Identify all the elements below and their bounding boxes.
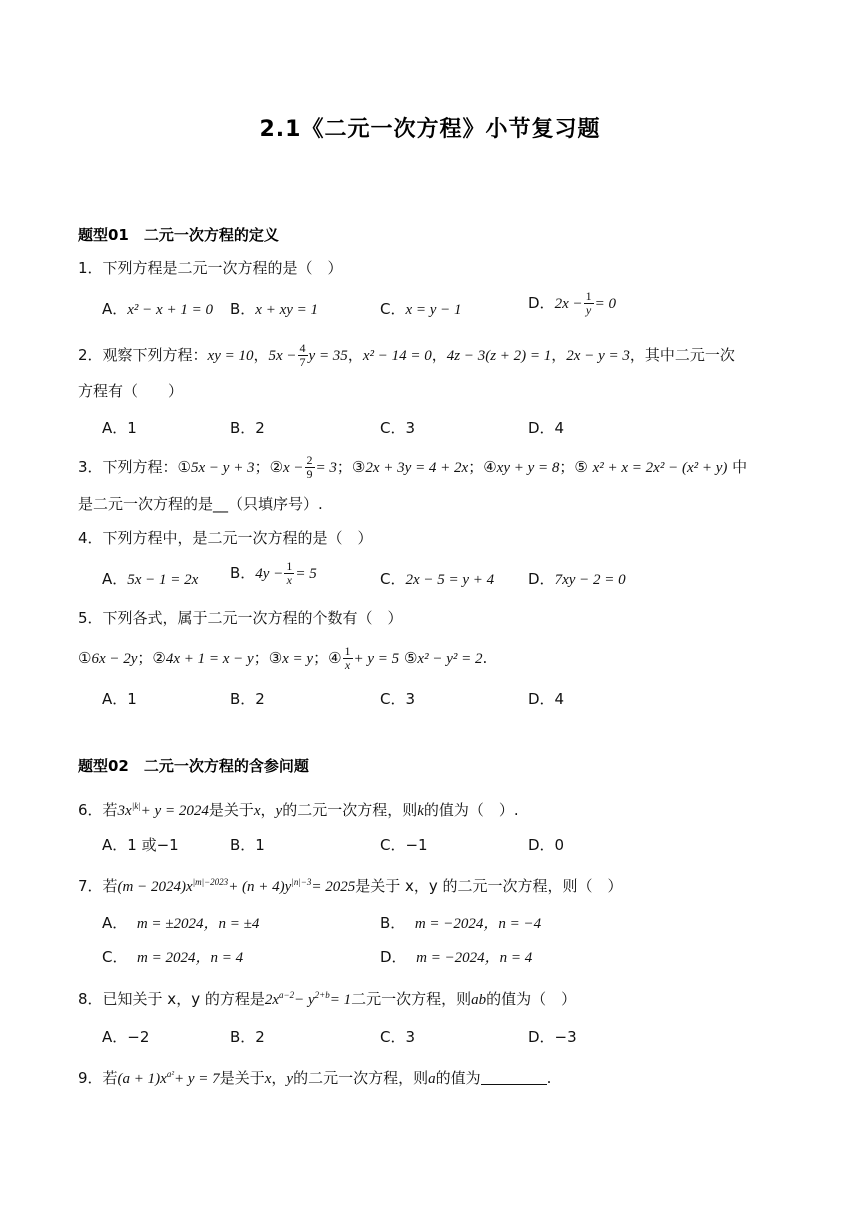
q4-option-d[interactable]	[528, 568, 626, 589]
q6-option-a[interactable]: A．1 或−1	[102, 836, 179, 854]
q8-option-d[interactable]: D．−3	[528, 1028, 577, 1046]
math-expr: 7xy − 2 = 0	[554, 572, 626, 588]
stem-text: 是关于	[208, 801, 254, 819]
exponent: |k|	[131, 801, 141, 811]
q2-option-a[interactable]: A．1	[102, 419, 137, 437]
stem-text: 是关于 x，y 的二元一次方程，则（ ）	[355, 877, 623, 895]
q1-option-c[interactable]	[380, 298, 462, 319]
math-expr: 2x + 3y = 4 + 2x	[365, 460, 469, 476]
numerator: 1	[344, 644, 351, 658]
denominator: 7	[299, 355, 306, 369]
q2-stem: 2．观察下列方程：xy = 10，5x − $\frac{4}{7}$ y = 35，x² − 14 = 0，4z − 3(z + 2) = 1，2x − y = 3，其中二元一次	[78, 341, 735, 369]
math-var: x	[253, 803, 261, 819]
math-expr: y = 35	[308, 348, 348, 364]
math-expr: = 0	[594, 296, 616, 312]
stem-text: ；③	[336, 458, 366, 476]
stem-text: 二元一次方程，则	[351, 990, 472, 1008]
option-label: C．	[102, 948, 128, 966]
stem-text: 7．若	[78, 877, 118, 895]
fraction	[284, 560, 294, 587]
q7-option-a[interactable]	[102, 912, 259, 933]
option-label: C．	[380, 570, 406, 588]
q5-option-c[interactable]: C．3	[380, 690, 416, 708]
fraction	[343, 645, 353, 672]
fraction	[584, 290, 594, 317]
math-expr: 2x −	[554, 296, 583, 312]
q8-stem	[78, 985, 576, 1010]
math-expr: = 5	[295, 566, 317, 582]
math-var: ab	[471, 992, 487, 1008]
q3-stem-line2: 是二元一次方程的是__（只填序号）.	[78, 495, 323, 513]
math-expr: − y	[294, 992, 315, 1008]
math-expr: + (n + 4)y	[228, 879, 292, 895]
q5-option-b[interactable]: B．2	[230, 690, 265, 708]
q2-option-b[interactable]: B．2	[230, 419, 265, 437]
option-label: A．	[102, 914, 128, 932]
stem-text: 是关于	[219, 1069, 265, 1087]
q1-option-a[interactable]	[102, 298, 213, 319]
item-marker: ；②	[137, 649, 166, 667]
math-expr: 4z − 3(z + 2) = 1	[446, 348, 552, 364]
math-expr: (m − 2024)x	[117, 879, 193, 895]
exponent: |n|−3	[291, 877, 312, 887]
q4-option-b[interactable]	[230, 560, 317, 587]
q6-stem	[78, 796, 519, 821]
q9-stem	[78, 1064, 551, 1089]
math-expr: m = ±2024，n = ±4	[136, 916, 260, 932]
math-var: x	[264, 1071, 272, 1087]
exponent: a−2	[279, 990, 295, 1000]
math-expr: 2x	[264, 992, 280, 1008]
exponent: |m|−2023	[192, 877, 229, 887]
math-expr: 5x −	[268, 348, 297, 364]
stem-text: .	[546, 1069, 552, 1087]
q5-items	[78, 645, 487, 672]
math-expr: x = y − 1	[405, 302, 462, 318]
stem-text: ，	[271, 1069, 287, 1087]
q8-option-c[interactable]: C．3	[380, 1028, 416, 1046]
math-expr: 6x − 2y	[91, 651, 138, 667]
q7-option-c[interactable]	[102, 946, 243, 967]
option-label: A．	[102, 300, 128, 318]
math-expr: + y = 7	[174, 1071, 220, 1087]
stem-text: 的值为（ ）.	[423, 801, 519, 819]
option-label: D．	[380, 948, 407, 966]
stem-text: 6．若	[78, 801, 118, 819]
fraction	[305, 454, 315, 481]
math-expr: + y = 5	[353, 651, 400, 667]
item-marker: ⑤	[403, 649, 418, 667]
fraction	[298, 342, 308, 369]
math-expr: 5x − y + 3	[191, 460, 255, 476]
stem-text: 9．若	[78, 1069, 118, 1087]
q5-stem: 5．下列各式，属于二元一次方程的个数有（ ）	[78, 609, 403, 627]
denominator: x	[286, 573, 292, 587]
item-marker: ①	[78, 649, 92, 667]
option-label: B．	[230, 300, 256, 318]
option-label: A．	[102, 570, 128, 588]
math-expr: 5x − 1 = 2x	[127, 572, 199, 588]
section-heading-01: 题型01 二元一次方程的定义	[78, 226, 279, 244]
numerator: 1	[585, 289, 592, 303]
stem-text: ；⑤	[559, 458, 588, 476]
stem-text: 的值为（ ）	[486, 990, 577, 1008]
option-label: C．	[380, 300, 406, 318]
q5-option-d[interactable]: D．4	[528, 690, 565, 708]
q1-option-d[interactable]	[528, 290, 616, 317]
numerator: 2	[306, 453, 313, 467]
math-expr: m = 2024，n = 4	[137, 950, 244, 966]
q1-stem: 1．下列方程是二元一次方程的是（ ）	[78, 259, 343, 277]
math-expr: (a + 1)x	[117, 1071, 167, 1087]
stem-text: 8．已知关于 x，y 的方程是	[78, 990, 265, 1008]
exponent: a²	[166, 1069, 175, 1079]
numerator: 1	[286, 559, 293, 573]
q2-option-d[interactable]: D．4	[528, 419, 565, 437]
math-expr: x² − x + 1 = 0	[127, 302, 213, 318]
math-expr: = 1	[329, 992, 352, 1008]
numerator: 4	[299, 341, 306, 355]
option-label: D．	[528, 570, 555, 588]
math-expr: x −	[283, 460, 304, 476]
q6-option-b[interactable]: B．1	[230, 836, 265, 854]
math-expr: x = y	[282, 651, 314, 667]
stem-text: ；④	[468, 458, 497, 476]
answer-blank[interactable]	[481, 1070, 547, 1085]
q8-option-b[interactable]: B．2	[230, 1028, 265, 1046]
stem-text: ，其中二元一次	[629, 346, 735, 364]
math-expr: m = −2024，n = −4	[414, 916, 542, 932]
stem-text: ；②	[254, 458, 284, 476]
q4-option-a[interactable]	[102, 568, 198, 589]
stem-text: 2．观察下列方程：	[78, 346, 208, 364]
page-title: 2.1《二元一次方程》小节复习题	[259, 117, 601, 142]
math-var: a	[428, 1071, 436, 1087]
q3-stem	[78, 454, 747, 481]
math-var: y	[275, 803, 283, 819]
denominator: x	[344, 658, 351, 672]
section-heading-02: 题型02 二元一次方程的含参问题	[78, 757, 309, 775]
math-expr: x² − 14 = 0	[362, 348, 432, 364]
stem-text: 的二元一次方程，则	[293, 1069, 429, 1087]
q7-option-d[interactable]	[380, 946, 532, 967]
stem-text: 的二元一次方程，则	[282, 801, 418, 819]
math-expr: 2x − 5 = y + 4	[405, 572, 495, 588]
q6-option-d[interactable]: D．0	[528, 836, 565, 854]
stem-text: 的值为	[435, 1069, 481, 1087]
q4-option-c[interactable]	[380, 568, 494, 589]
math-expr: x² − y² = 2	[417, 651, 483, 667]
math-expr: 3x	[117, 803, 132, 819]
item-marker: ；④	[313, 649, 342, 667]
q1-option-b[interactable]	[230, 298, 318, 319]
math-expr: x² + x = 2x² − (x² + y)	[592, 460, 728, 476]
math-expr: = 3	[315, 460, 337, 476]
q6-option-c[interactable]: C．−1	[380, 836, 428, 854]
math-expr: xy + y = 8	[496, 460, 560, 476]
q7-option-b[interactable]	[380, 912, 541, 933]
math-expr: = 2025	[311, 879, 356, 895]
option-label: B．	[380, 914, 406, 932]
math-expr: 4y −	[255, 566, 284, 582]
stem-text: 中	[732, 458, 748, 476]
option-label: D．	[528, 294, 555, 312]
math-expr: m = −2024，n = 4	[416, 950, 533, 966]
math-var: k	[417, 803, 424, 819]
exponent: 2+b	[314, 990, 330, 1000]
math-var: y	[286, 1071, 294, 1087]
stem-text: 3．下列方程：①	[78, 458, 191, 476]
q2-option-c[interactable]: C．3	[380, 419, 416, 437]
stem-text: .	[482, 649, 488, 667]
q2-stem-line2: 方程有（ ）	[78, 382, 184, 400]
math-expr: + y = 2024	[140, 803, 209, 819]
option-label: B．	[230, 564, 256, 582]
math-expr: x + xy = 1	[255, 302, 319, 318]
math-expr: 4x + 1 = x − y	[165, 651, 254, 667]
math-expr: xy = 10	[207, 348, 254, 364]
q8-option-a[interactable]: A．−2	[102, 1028, 150, 1046]
q5-option-a[interactable]: A．1	[102, 690, 137, 708]
math-expr: 2x − y = 3	[566, 348, 630, 364]
q4-stem: 4．下列方程中，是二元一次方程的是（ ）	[78, 529, 373, 547]
stem-text: ，	[260, 801, 276, 819]
item-marker: ；③	[253, 649, 283, 667]
denominator: y	[585, 303, 592, 317]
denominator: 9	[306, 467, 313, 481]
q7-stem	[78, 872, 623, 897]
